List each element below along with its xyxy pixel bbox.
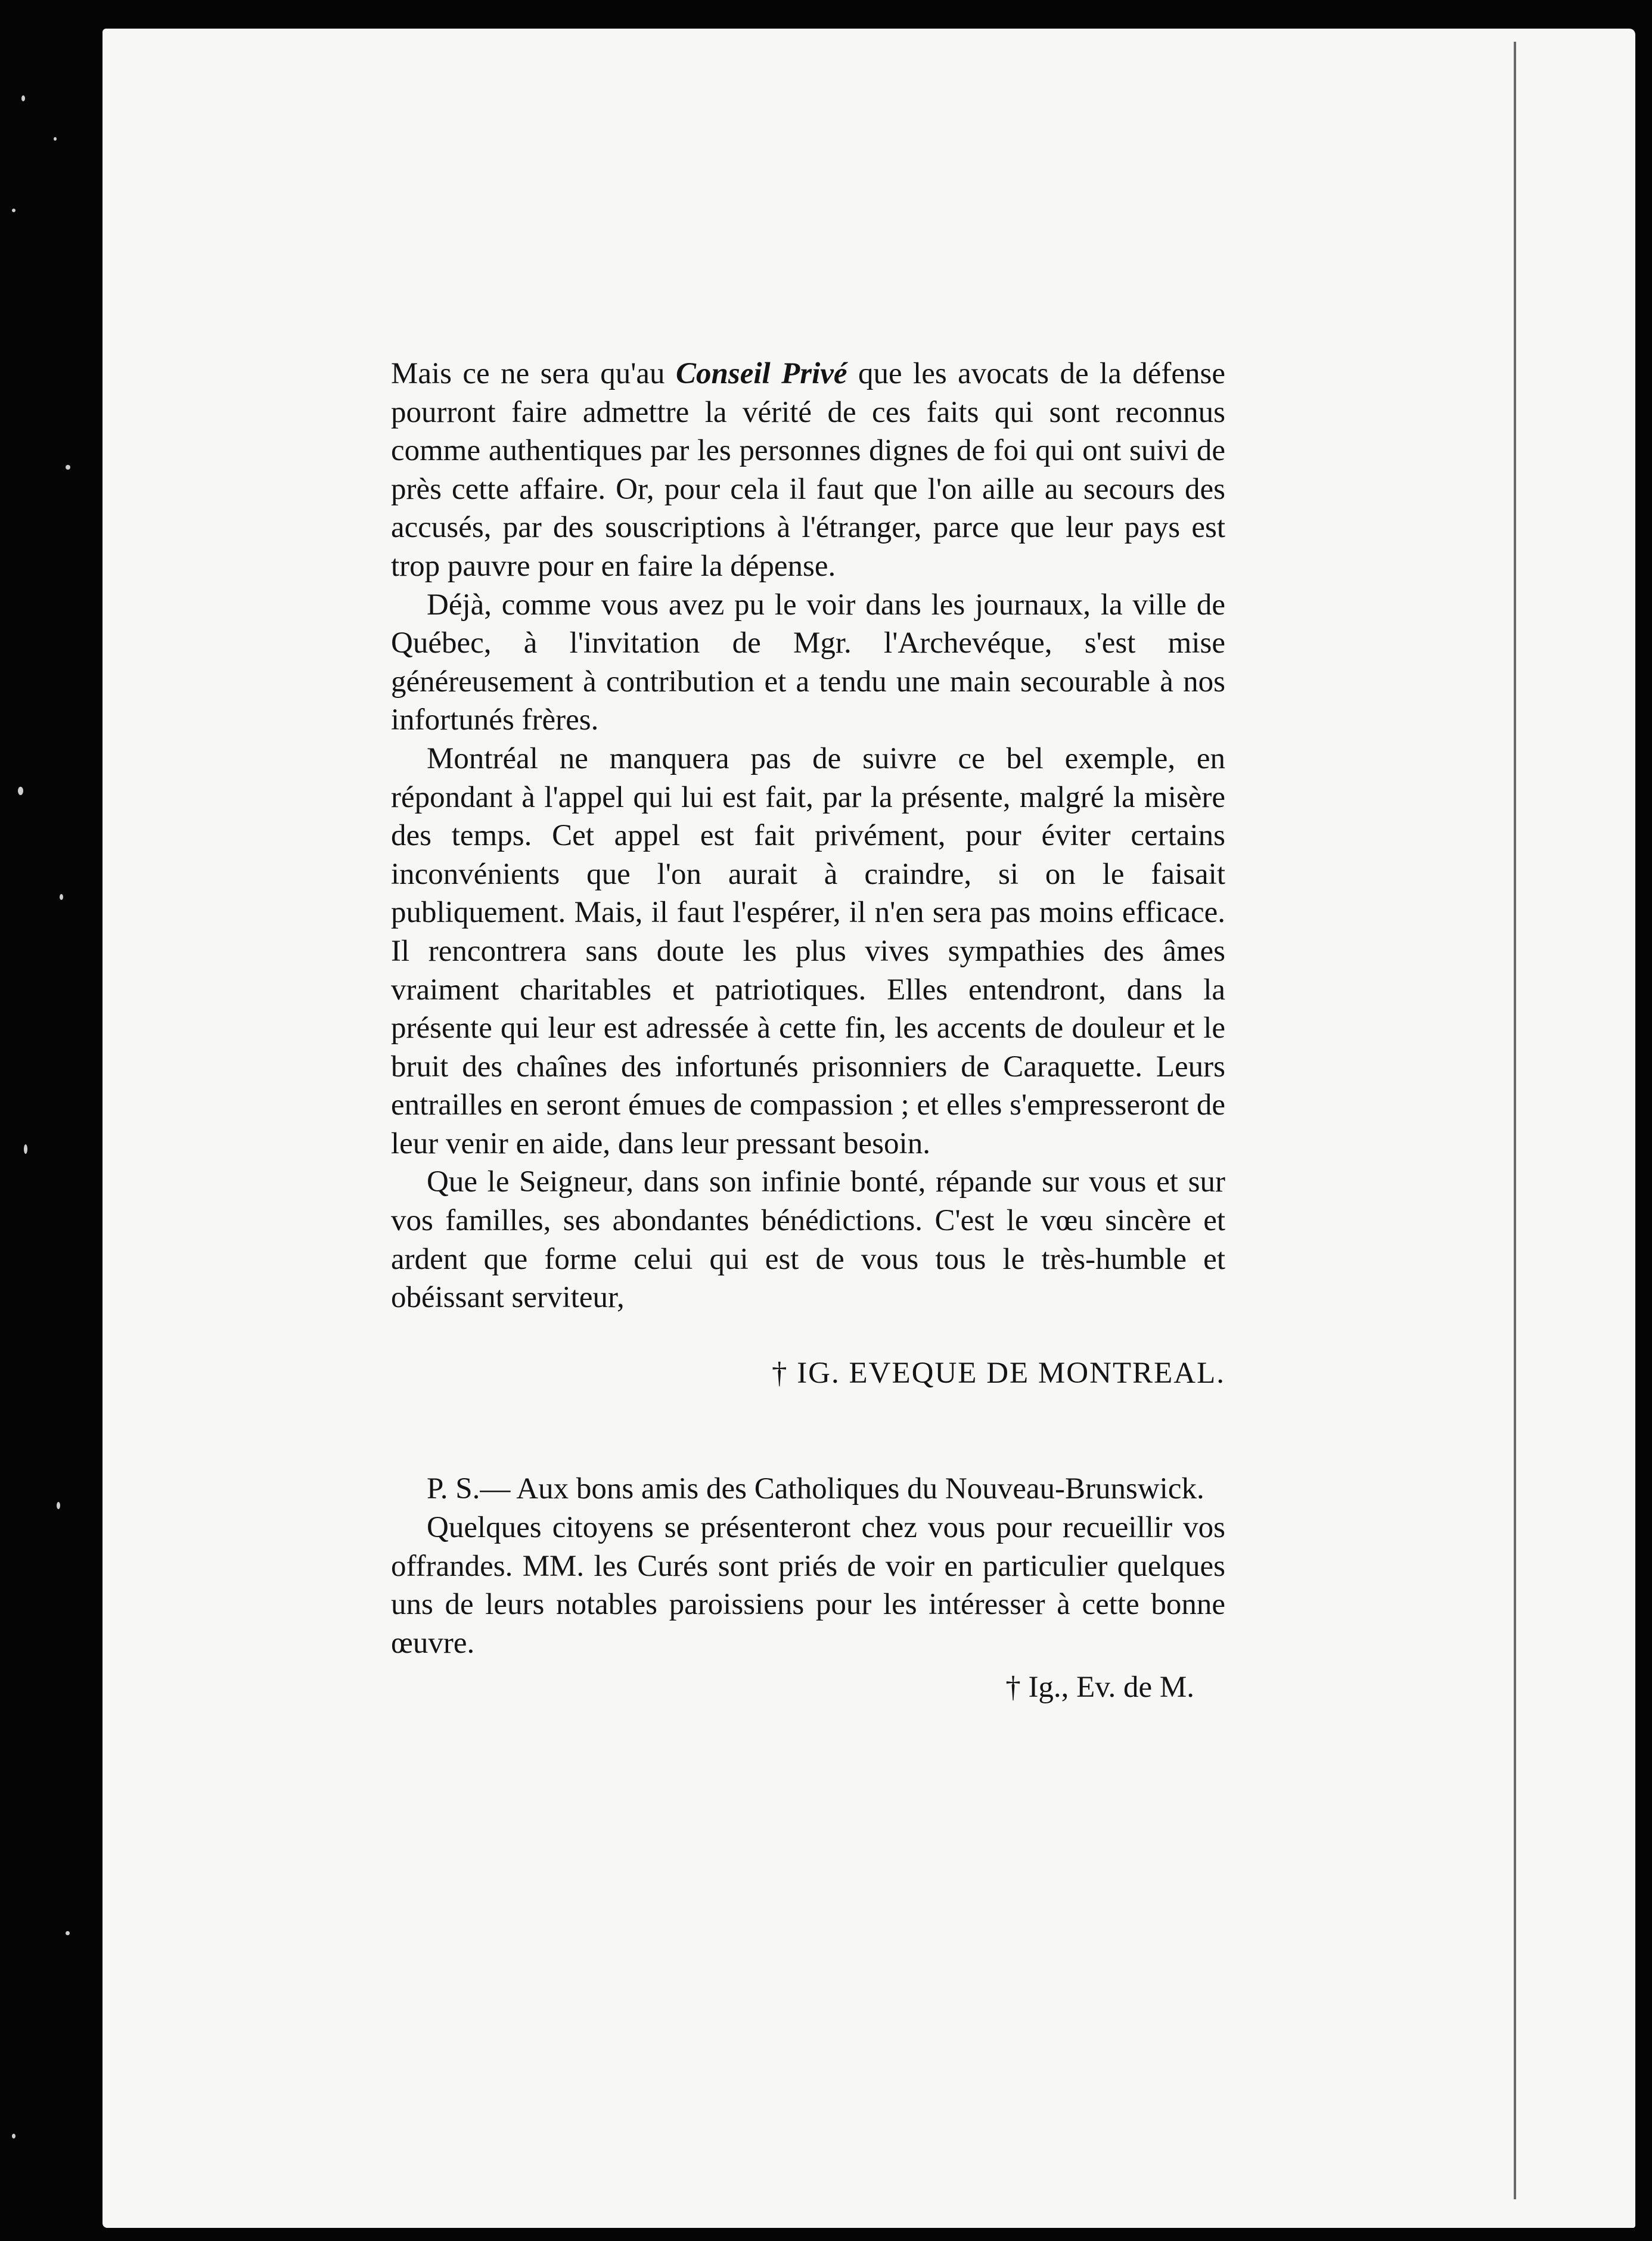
conseil-prive-emphasis: Conseil Privé [675, 357, 847, 390]
scan-speck [12, 2134, 15, 2138]
scan-speck [12, 209, 15, 212]
paragraph-conseil-prive [391, 355, 1225, 586]
paragraph-montreal: Montréal ne manquera pas de suivre ce bel exemple, en répondant à l'appel qui lui est fait, par la présente, malgré la misère des temps. Cet appel est fait privément, pour éviter certains inconvénients que l'on aurait à craindre, si on le faisait publiquement. Mais, il faut l'espérer, il n'en sera pas moins efficace. Il rencontrera sans doute les plus vives sympathies des âmes vraiment charitables et patriotiques. Elles entendront, dans la présente qui leur est adressée à cette fin, les accents de douleur et le bruit des chaînes des infortunés prisonniers de Caraquette. Leurs entrailles en seront émues de compassion ; et elles s'empresseront de leur venir en aide, dans leur pressant besoin. [391, 741, 1225, 1160]
paragraph-text: Mais ce ne sera qu'au [391, 357, 676, 390]
scan-speck [66, 465, 70, 470]
scan-speck [60, 894, 63, 900]
scan-speck [21, 95, 25, 101]
scan-speck [18, 787, 23, 795]
scan-speck [66, 1931, 70, 1935]
page-edge-line [1514, 42, 1516, 2199]
postscript-body: Quelques citoyens se présenteront chez vous pour recueillir vos offrandes. MM. les Curés sont priés de voir en particulier quelques uns de leurs notables paroissiens pour les intéresser à cette bonne œuvre. [391, 1511, 1225, 1660]
postscript-heading: P. S.— Aux bons amis des Catholiques du Nouveau-Brunswick. [427, 1472, 1204, 1506]
paragraph-quebec: Déjà, comme vous avez pu le voir dans les journaux, la ville de Québec, à l'invitation de Mgr. l'Archevéque, s'est mise généreusement à contribution et a tendu une main secourable à nos infortunés frères. [391, 588, 1225, 737]
bishop-signature: † IG. EVEQUE DE MONTREAL. [771, 1356, 1225, 1390]
scan-speck [54, 137, 57, 141]
scan-speck [57, 1502, 60, 1509]
paragraph-text: que les avocats de la défense pourront faire admettre la vérité de ces faits qui sont reconnus comme authentiques par les personnes dignes de foi qui ont suivi de près cette affaire. Or, pour cela il faut que l'on aille au secours des accusés, par des souscriptions à l'étranger, parce que leur pays est trop pauvre pour en faire la dépense. [391, 357, 1225, 583]
paragraph-blessing: Que le Seigneur, dans son infinie bonté, répande sur vous et sur vos familles, ses abondantes bénédictions. C'est le vœu sincère et ardent que forme celui qui est de vous tous le très-humble et obéissant serviteur, [391, 1165, 1225, 1315]
scan-speck [24, 1144, 27, 1154]
letter-body [391, 355, 1225, 1707]
short-signature: † Ig., Ev. de M. [1005, 1671, 1194, 1705]
